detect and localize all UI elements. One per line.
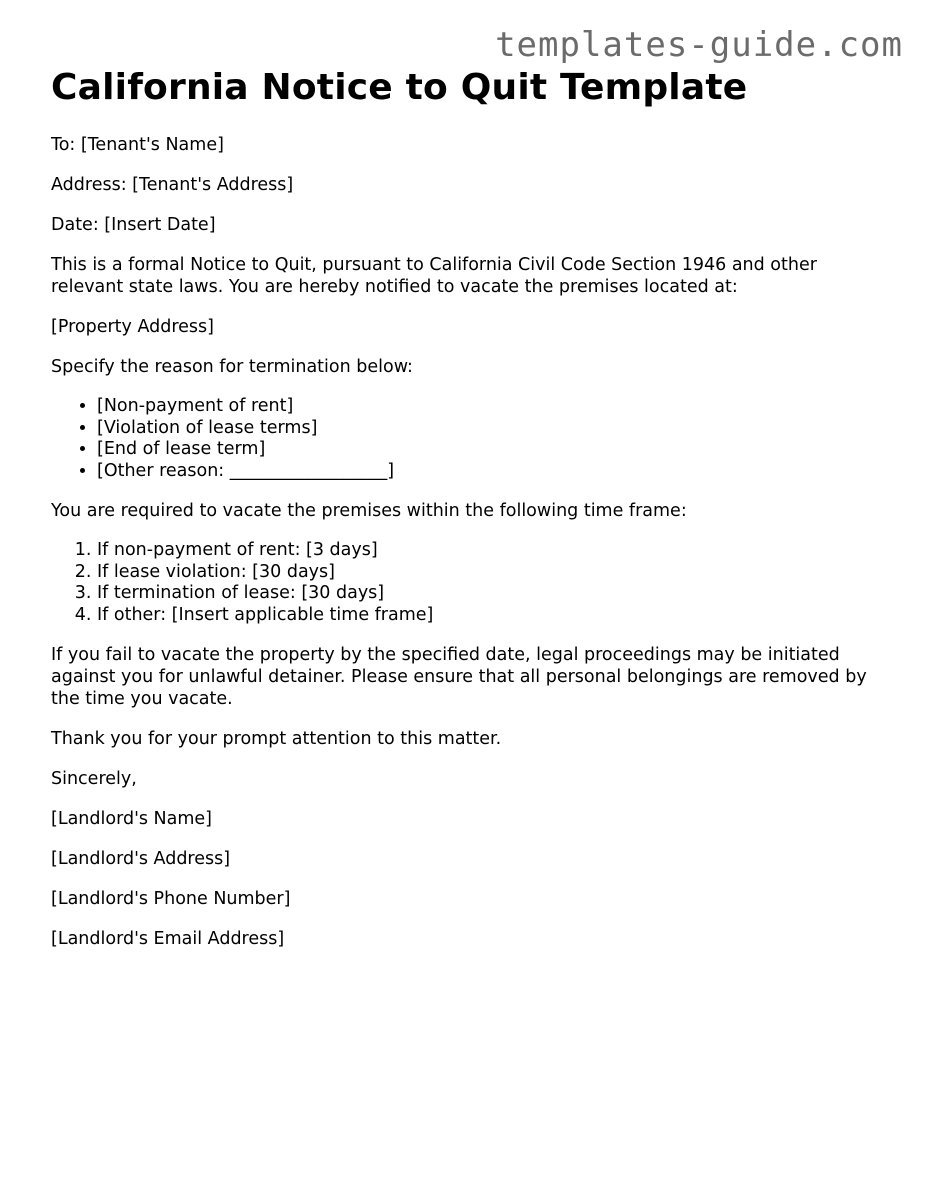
intro-paragraph: This is a formal Notice to Quit, pursuant to California Civil Code Section 1946 and other relevant state laws. You are hereby notified to vacate the premises located at: bbox=[51, 255, 817, 297]
landlord-address: [Landlord's Address] bbox=[51, 849, 231, 869]
timeframe-list bbox=[51, 540, 881, 626]
list-item: 1. If non-payment of rent: [3 days] bbox=[97, 540, 881, 562]
document-page bbox=[51, 0, 881, 950]
list-item: • [Non-payment of rent] bbox=[97, 396, 881, 418]
reason-list bbox=[51, 396, 881, 482]
address-line: Address: [Tenant's Address] bbox=[51, 175, 294, 195]
watermark: templates-guide.com bbox=[495, 25, 903, 65]
date-line: Date: [Insert Date] bbox=[51, 215, 216, 235]
reason-prompt: Specify the reason for termination below: bbox=[51, 357, 413, 377]
page-title: California Notice to Quit Template bbox=[51, 67, 748, 108]
to-line: To: [Tenant's Name] bbox=[51, 135, 224, 155]
landlord-name: [Landlord's Name] bbox=[51, 809, 213, 829]
list-item: • [End of lease term] bbox=[97, 439, 881, 461]
list-item: • [Other reason: __________________] bbox=[97, 461, 881, 483]
list-item: 3. If termination of lease: [30 days] bbox=[97, 583, 881, 605]
timeframe-prompt: You are required to vacate the premises within the following time frame: bbox=[51, 501, 687, 521]
list-item: 2. If lease violation: [30 days] bbox=[97, 562, 881, 584]
landlord-phone: [Landlord's Phone Number] bbox=[51, 889, 291, 909]
thanks-line: Thank you for your prompt attention to this matter. bbox=[51, 729, 502, 749]
closing-line: Sincerely, bbox=[51, 769, 137, 789]
property-address: [Property Address] bbox=[51, 317, 214, 337]
landlord-email: [Landlord's Email Address] bbox=[51, 929, 285, 949]
list-item: • [Violation of lease terms] bbox=[97, 418, 881, 440]
list-item: 4. If other: [Insert applicable time frame] bbox=[97, 605, 881, 627]
warning-paragraph: If you fail to vacate the property by the specified date, legal proceedings may be initiated against you for unlawful detainer. Please ensure that all personal belongings are removed by the time you vacate. bbox=[51, 645, 867, 709]
